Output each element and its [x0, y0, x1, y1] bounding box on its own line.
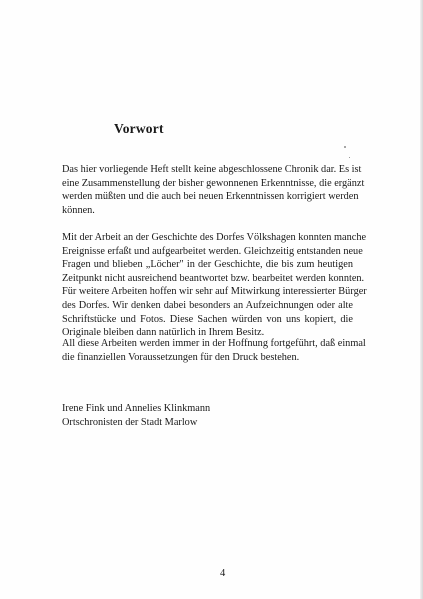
- text-line: All diese Arbeiten werden immer in der Hoffnung fortgeführt, daß einmal: [62, 338, 366, 349]
- page-number: 4: [220, 568, 226, 579]
- text-line: Zeitpunkt nicht ausreichend beantwortet bzw. bearbeitet werden konnten.: [62, 272, 365, 284]
- signature-block: [62, 402, 210, 429]
- scan-speck: [349, 157, 350, 158]
- signature-names: Irene Fink und Annelies Klinkmann: [62, 403, 211, 414]
- text-line: Fragen und blieben „Löcher" in der Geschichte, die bis zum heutigen: [62, 259, 353, 271]
- page-title: Vorwort: [114, 121, 164, 136]
- paragraph-intro: [62, 163, 365, 217]
- paragraph-hope: [62, 337, 366, 364]
- text-line: des Dorfes. Wir denken dabei besonders an Aufzeichnungen oder alte: [62, 299, 353, 311]
- text-line: werden müßten und die auch bei neuen Erkenntnissen korrigiert werden: [62, 191, 359, 203]
- paragraph-work: [62, 231, 367, 340]
- text-line: eine Zusammenstellung der bisher gewonnenen Erkenntnisse, die ergänzt: [62, 177, 365, 189]
- text-line: Mit der Arbeit an der Geschichte des Dorfes Völkshagen konnten manche: [62, 232, 367, 243]
- text-line: Originale bleiben dann natürlich in Ihrem Besitz.: [62, 327, 265, 339]
- signature-role: Ortschronisten der Stadt Marlow: [62, 416, 198, 428]
- scan-speck: [344, 146, 346, 148]
- text-line: Für weitere Arbeiten hoffen wir sehr auf Mitwirkung interessierter Bürger: [62, 286, 367, 298]
- text-line: Das hier vorliegende Heft stellt keine abgeschlossene Chronik dar. Es ist: [62, 164, 362, 175]
- text-line: Ereignisse erfaßt und aufgearbeitet werden. Gleichzeitig entstanden neue: [62, 245, 363, 257]
- text-line: Schriftstücke und Fotos. Diese Sachen würden von uns kopiert, die: [62, 313, 353, 325]
- text-line: die finanziellen Voraussetzungen für den Druck bestehen.: [62, 351, 300, 363]
- text-line: können.: [62, 204, 95, 216]
